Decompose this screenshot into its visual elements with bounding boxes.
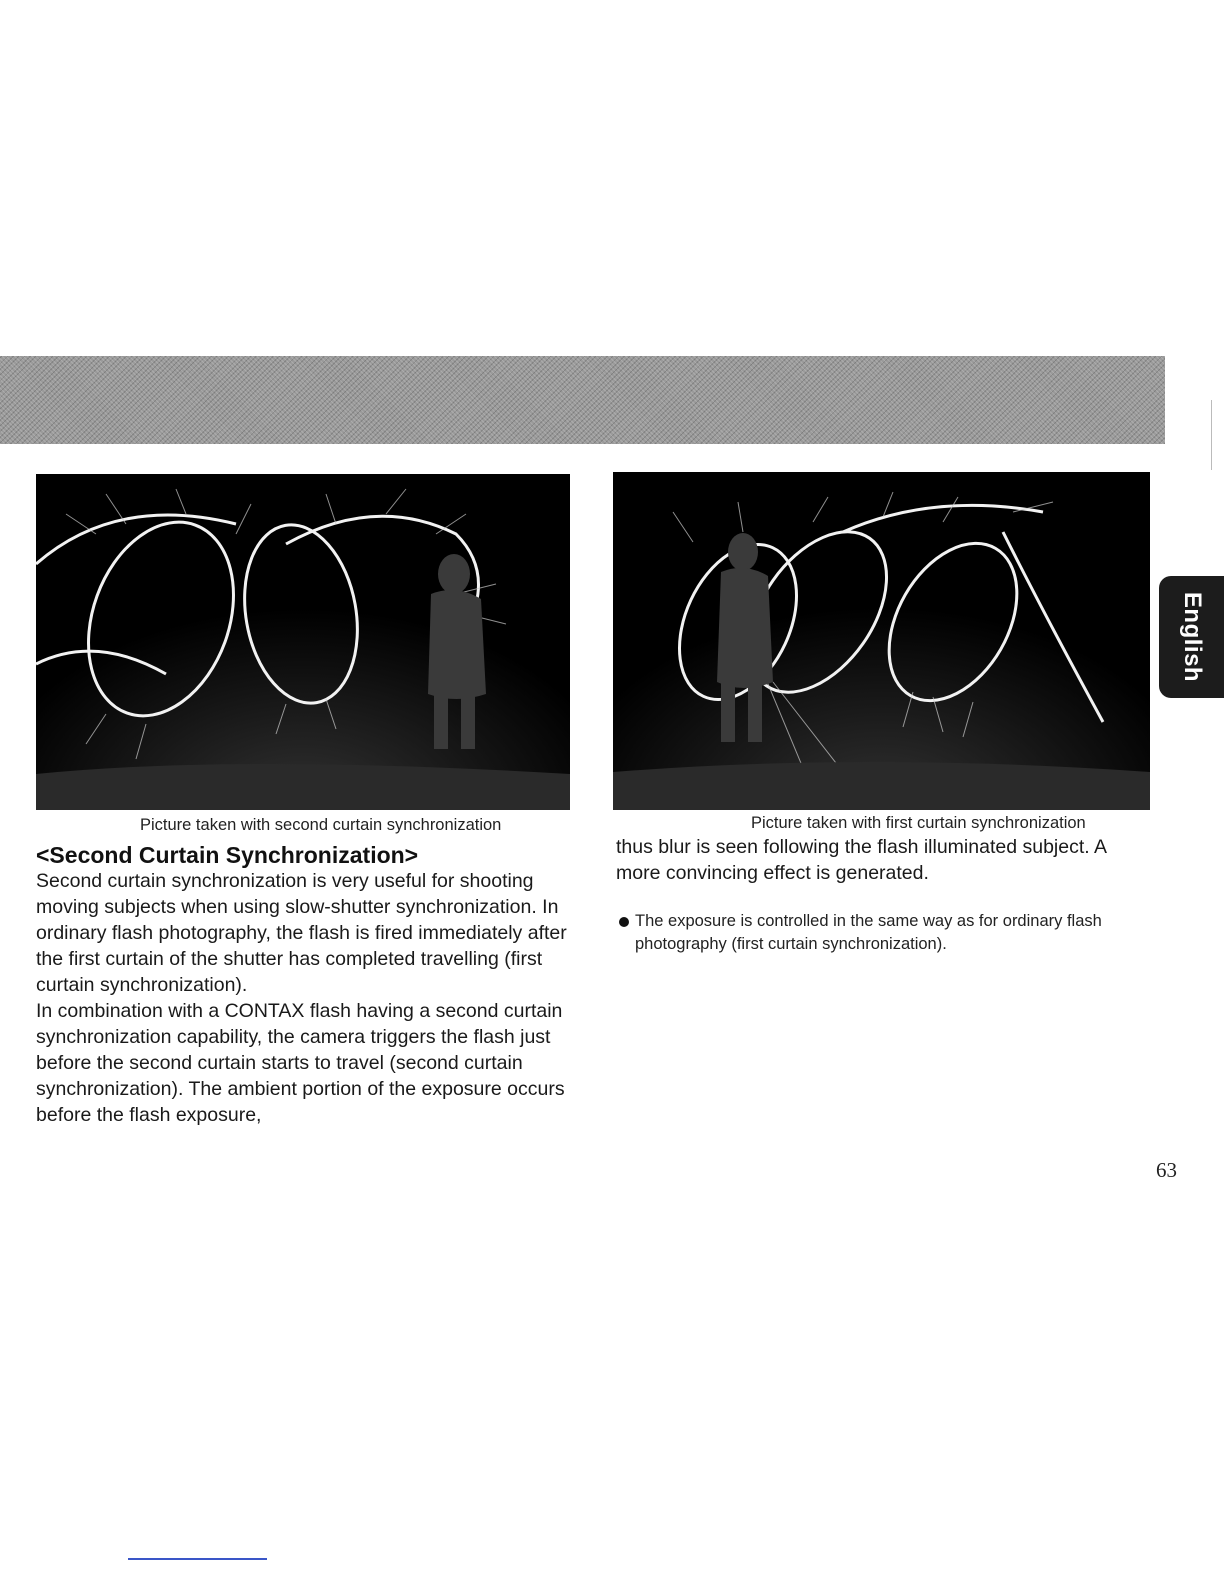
bullet-note [619, 910, 1154, 956]
photo-second-curtain [36, 474, 570, 810]
light-trail-image [613, 472, 1150, 810]
paragraph-intro: Second curtain synchronization is very useful for shooting moving subjects when using slow-shutter synchronization. In ordinary flash photography, the flash is fired immediately after the first curtain of the shutter has completed travelling (first curtain synchronization). [36, 870, 567, 996]
paragraph-contax: In combination with a CONTAX flash having a second curtain synchronization capability, the camera triggers the flash just before the second curtain starts to travel (second curtain synchronization). The ambient portion of the exposure occurs before the flash exposure, [36, 1000, 565, 1126]
bottom-rule [128, 1558, 267, 1560]
paragraph-continuation: thus blur is seen following the flash illuminated subject. A more convincing effect is generated. [616, 836, 1106, 884]
section-heading: <Second Curtain Synchronization> [36, 842, 419, 868]
bullet-text: The exposure is controlled in the same way as for ordinary flash photography (first curtain synchronization). [635, 912, 1102, 953]
margin-mark [1211, 400, 1212, 470]
caption-first-curtain: Picture taken with first curtain synchronization [751, 814, 1086, 832]
bullet-icon [619, 917, 629, 927]
photo-first-curtain [613, 472, 1150, 810]
caption-second-curtain: Picture taken with second curtain synchronization [140, 816, 502, 834]
left-column-body [36, 868, 581, 1128]
language-tab-label: English [1178, 591, 1206, 683]
light-trail-image [36, 474, 570, 810]
header-band [0, 356, 1165, 444]
page-number: 63 [1156, 1158, 1177, 1182]
language-tab [1159, 576, 1224, 698]
